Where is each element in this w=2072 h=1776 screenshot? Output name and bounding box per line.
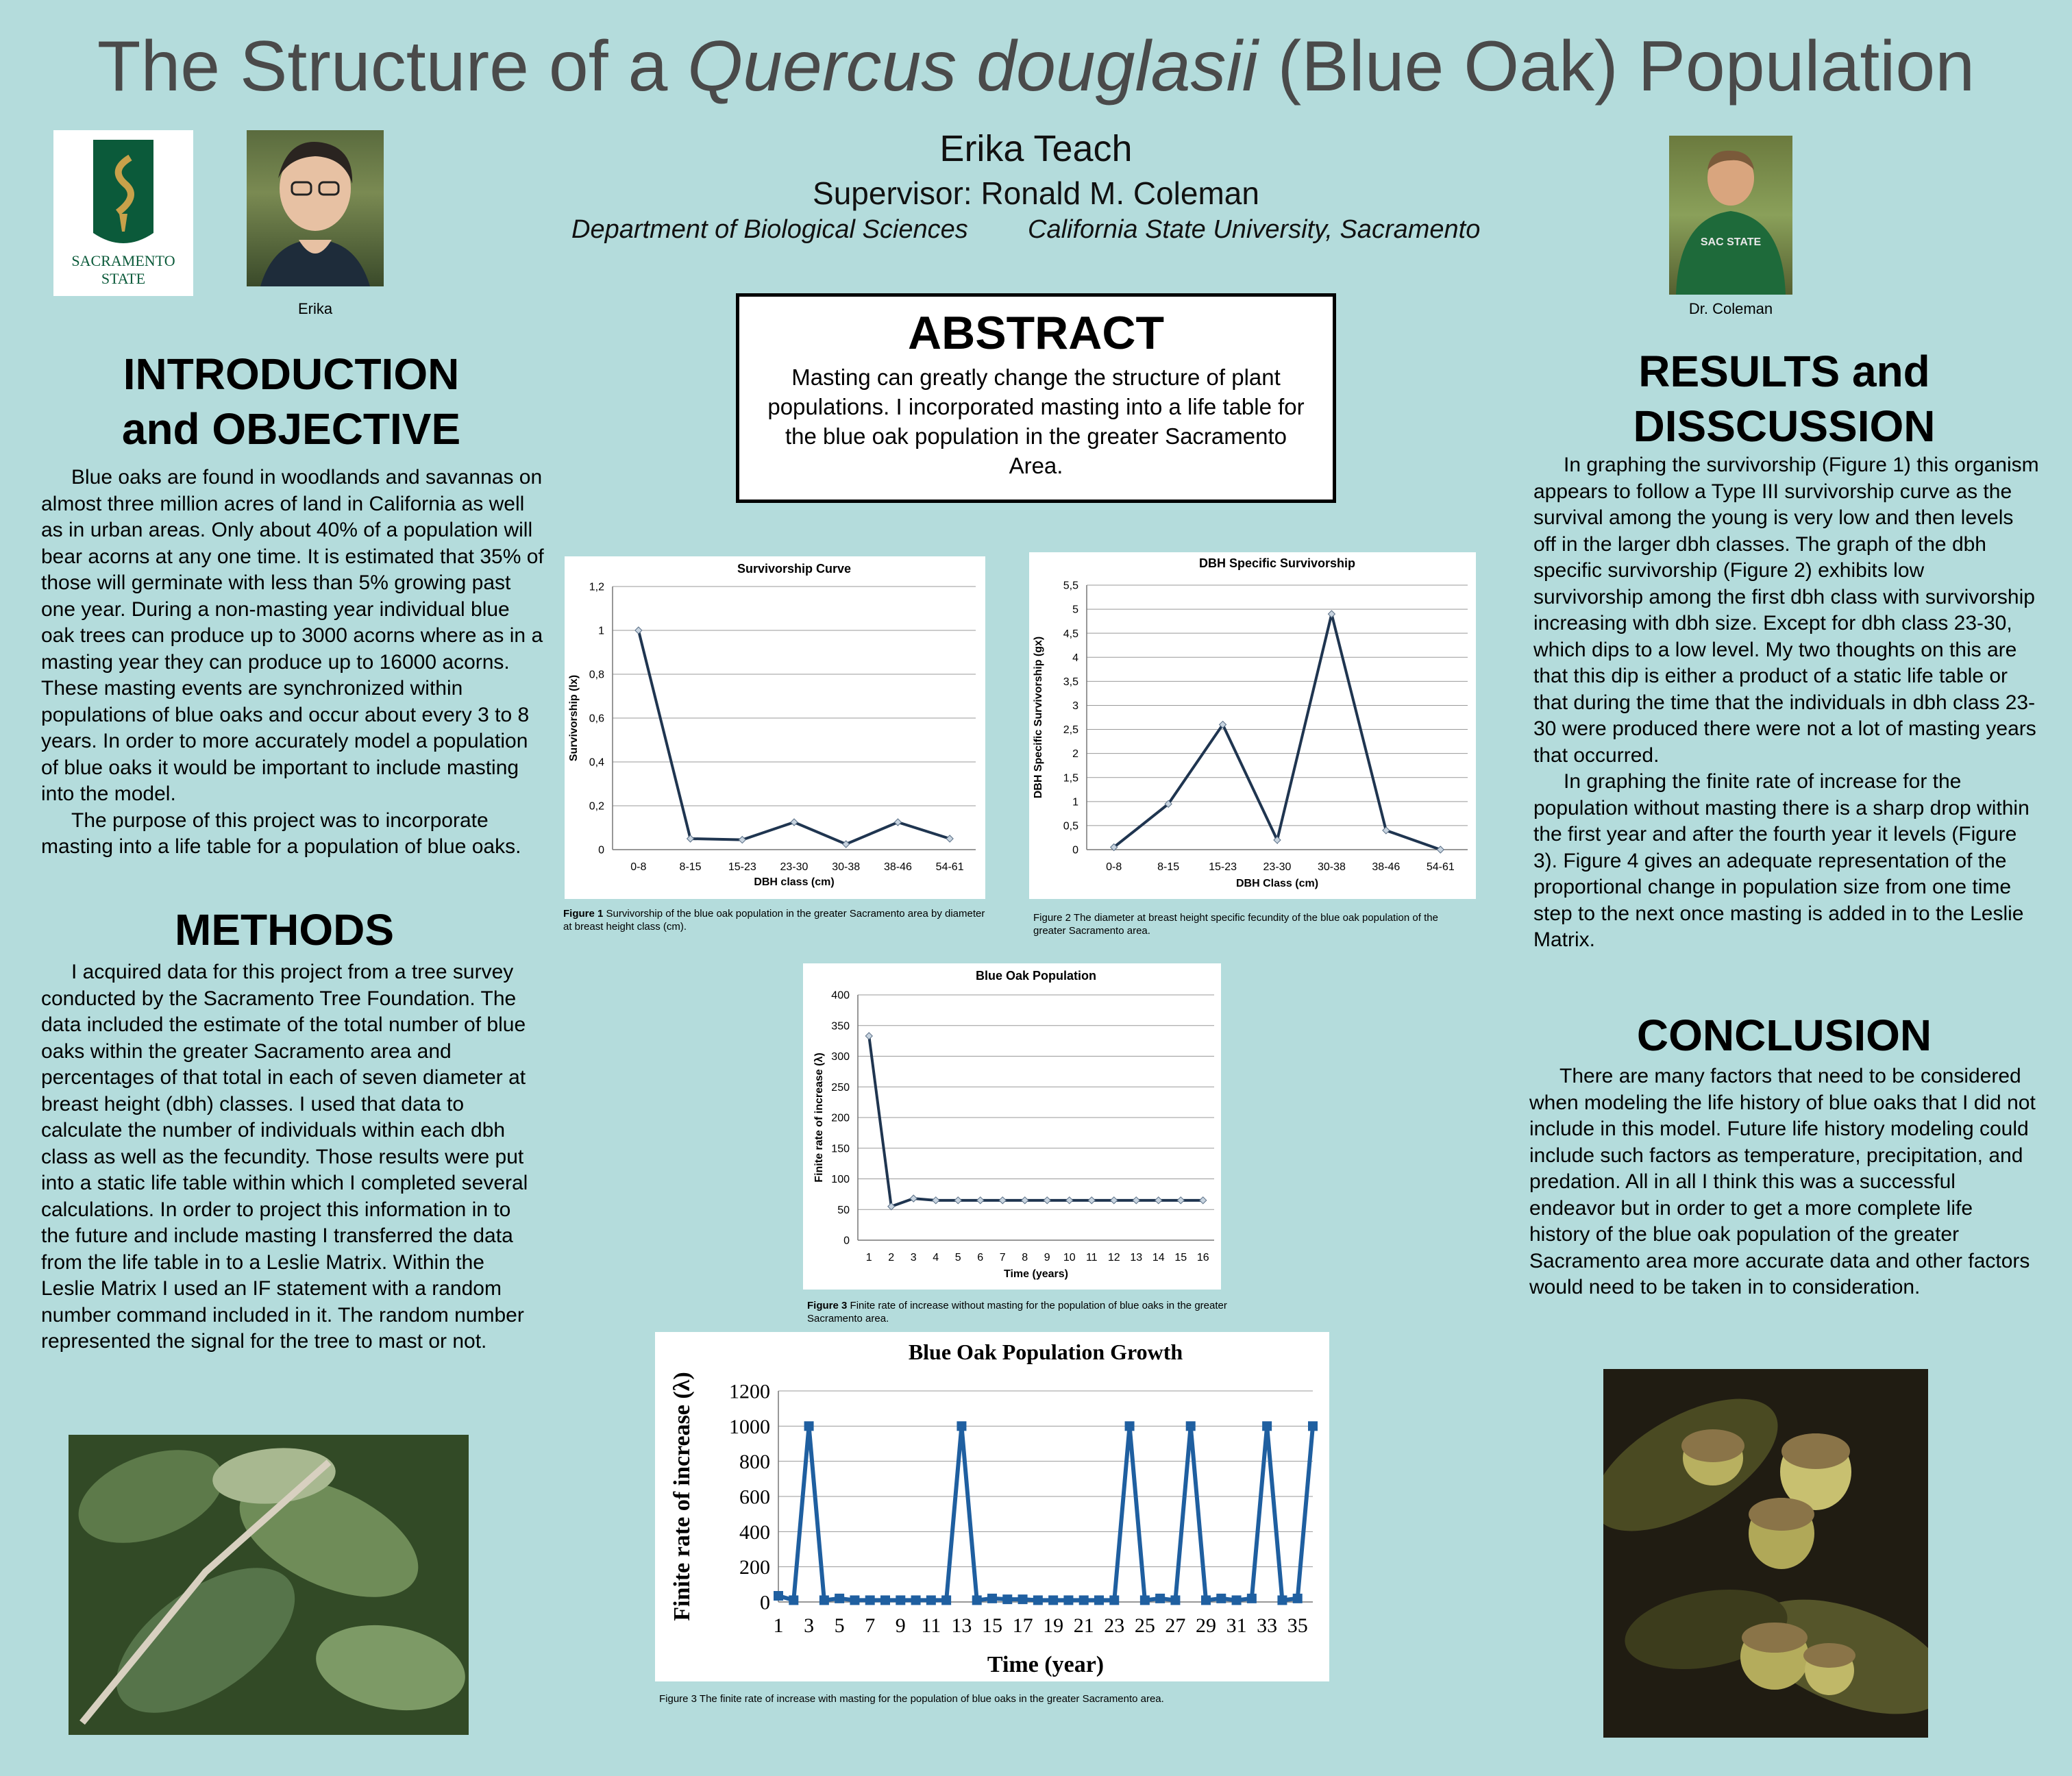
x-tick-label: 11 [1085,1252,1098,1263]
y-axis-label: Finite rate of increase (λ) [813,1052,825,1183]
data-point [1094,1595,1104,1605]
y-tick-label: 0 [843,1235,850,1247]
x-tick-label: 12 [1107,1252,1120,1263]
y-tick-label: 4,5 [1063,628,1078,640]
x-tick-label: 3 [910,1252,917,1263]
y-tick-label: 250 [831,1081,850,1094]
x-tick-label: 6 [977,1252,984,1263]
data-point [739,837,745,843]
x-tick-label: 0-8 [630,861,647,873]
y-tick-label: 0,8 [589,669,604,681]
introduction-paragraph-1: Blue oaks are found in woodlands and savannas on almost three million acres of land in California as well as in urban areas. Only about 40% of a population will bear acorns at any one time. It is estimated that 35% of those will germinate with less than 5% growing past one year. During a non-masting year individual blue oak trees can produce up to 3000 acorns where as in a masting year they can produce up to 16000 acorns. These masting events are synchronized within populations of blue oaks and occur about every 3 to 8 years. In order to more accurately model a population of blue oaks it would be important to include masting into the model. [41,466,544,805]
data-point [1066,1197,1073,1204]
chart-title: Survivorship Curve [737,562,852,576]
data-point [946,835,953,842]
y-tick-label: 5 [1072,604,1078,616]
methods-body [41,959,536,1355]
x-tick-label: 14 [1152,1252,1165,1263]
x-tick-label: 17 [1012,1614,1033,1637]
x-tick-label: 8-15 [679,861,702,873]
results-paragraph-1: In graphing the survivorship (Figure 1) this organism appears to follow a Type III survivorship curve as the survival among the young is very low and then levels off in the larger dbh classes. The graph of the dbh specific survivorship (Figure 2) exhibits low survivorship among the first dbh class with survivorship increasing with dbh size. Except for dbh class 23-30, which dips to a low level. My two thoughts on this are that this dip is either a product of a static life table or that during the time that the individuals in dbh class 23-30 were produced there were not a lot of masting years that occurred. [1533,454,2039,767]
series-line [639,630,950,844]
x-tick-label: 9 [895,1614,906,1637]
department: Department of Biological Sciences [571,215,968,244]
data-point [1277,1595,1287,1605]
x-tick-label: 31 [1226,1614,1247,1637]
oak-leaves-image [69,1435,469,1735]
data-point [954,1197,961,1204]
x-tick-label: 54-61 [935,861,964,873]
x-tick-label: 1 [865,1252,872,1263]
data-point [1044,1197,1050,1204]
conclusion-paragraph-1: There are many factors that need to be considered when modeling the life history of blue oaks that I did not include in this model. Future life history modeling could include such factors as temperature, precipitation, and predation. All in all I think this was a successful endeavor but in order to get a more complete life history of the blue oak population of the greater Sacramento area more accurate data and other factors would need to be taken in to consideration. [1529,1065,2036,1298]
data-point [972,1595,982,1605]
x-tick-label: 9 [1044,1252,1050,1263]
series-line [778,1426,1313,1600]
results-heading-line2: DISSCUSSION [1633,402,1936,451]
chart-survivorship-box [565,556,985,899]
abstract-text: Masting can greatly change the structure of plant populations. I incorporated masting into a life table for the blue oak population in the greater Sacramento Area. [767,365,1305,478]
acorns-image [1603,1369,1928,1738]
y-tick-label: 3,5 [1063,676,1078,688]
methods-heading: METHODS [175,905,394,954]
x-tick-label: 25 [1134,1614,1155,1637]
conclusion-body [1529,1063,2038,1301]
y-tick-label: 300 [831,1051,850,1063]
chart-population-growth [655,1332,1329,1681]
x-tick-label: 23 [1104,1614,1125,1637]
data-point [1111,1197,1118,1204]
x-tick-label: 11 [921,1614,941,1637]
data-point [888,1203,895,1210]
y-tick-label: 1,2 [589,581,604,593]
y-tick-label: 0 [1072,844,1078,856]
conclusion-heading: CONCLUSION [1636,1011,1932,1060]
y-tick-label: 0 [760,1591,770,1614]
x-axis-label: Time (year) [987,1652,1105,1677]
y-tick-label: 400 [739,1520,770,1544]
y-tick-label: 1200 [729,1380,770,1403]
x-tick-label: 13 [951,1614,972,1637]
x-axis-label: Time (years) [1004,1268,1068,1280]
data-point [1048,1595,1058,1605]
x-axis-label: DBH Class (cm) [1235,878,1319,889]
data-point [933,1197,939,1204]
coleman-caption: Dr. Coleman [1688,300,1773,317]
chart-population-growth-box [655,1332,1329,1681]
data-point [999,1197,1006,1204]
figure4-caption: Figure 3 The finite rate of increase with masting for the population of blue oaks in the greater Sacramento area. [659,1693,1164,1705]
y-tick-label: 350 [831,1020,850,1033]
acorns-photo [1603,1369,1928,1738]
data-point [1133,1197,1139,1204]
figure3-caption [807,1299,1246,1325]
series-line [869,1036,1203,1207]
svg-text:SAC STATE: SAC STATE [1700,236,1762,248]
results-paragraph-2: In graphing the finite rate of increase for the population without masting there is a sharp drop within the first year and after the fourth year it levels (Figure 3). Figure 4 gives an adequate representation of the proportional change in population size from one time step to the next once masting is added in to the Leslie Matrix. [1533,770,2030,951]
y-axis-label: Finite rate of increase (λ) [669,1372,695,1621]
abstract-box [736,293,1336,503]
data-point [789,1595,798,1605]
figure3-caption-text: Finite rate of increase without masting for the population of blue oaks in the greater Sacramento area. [807,1300,1227,1324]
data-point [1308,1421,1318,1431]
x-tick-label: 23-30 [780,861,809,873]
x-tick-label: 8-15 [1157,861,1180,873]
x-tick-label: 1 [773,1614,784,1637]
series-line [1114,614,1441,850]
data-point [896,1595,905,1605]
x-tick-label: 30-38 [832,861,861,873]
data-point [1155,1197,1162,1204]
data-point [804,1421,814,1431]
data-point [865,1033,872,1039]
chart-title: Blue Oak Population Growth [908,1340,1183,1364]
data-point [1293,1594,1303,1603]
data-point [1155,1594,1165,1603]
y-tick-label: 3 [1072,700,1078,713]
author-name: Erika Teach [939,128,1133,169]
x-axis-label: DBH class (cm) [754,876,835,888]
chart-blue-oak-population [803,963,1221,1290]
x-tick-label: 15-23 [728,861,756,873]
y-tick-label: 0,5 [1063,820,1078,832]
chart-title: DBH Specific Survivorship [1198,556,1356,570]
methods-paragraph-1: I acquired data for this project from a tree survey conducted by the Sacramento Tree Foundation. The data included the estimate of the total number of blue oaks within the greater Sacramento area and percentages of that total in each of seven diameter at breast height (dbh) classes. I used that data to calculate the number of individuals within each dbh class as well as the fecundity. Those results were put into a static life table within which I completed several calculations. In order to project this information in to the future and include masting I transferred the data from the life table in to a Leslie Matrix. Within the Leslie Matrix I used an IF statement with a random number command included in it. The random number represented the signal for the tree to mast or not. [41,961,528,1353]
x-tick-label: 0-8 [1106,861,1122,873]
x-tick-label: 38-46 [883,861,912,873]
x-tick-label: 15 [982,1614,1002,1637]
y-tick-label: 100 [831,1174,850,1186]
results-body [1533,452,2039,954]
y-tick-label: 150 [831,1143,850,1155]
supervisor: Supervisor: Ronald M. Coleman [813,175,1259,211]
data-point [1186,1421,1196,1431]
data-point [1177,1197,1184,1204]
introduction-body [41,465,548,861]
chart-title: Blue Oak Population [975,969,1097,983]
y-tick-label: 1 [598,625,604,637]
data-point [1232,1595,1242,1605]
y-tick-label: 600 [739,1485,770,1509]
abstract-heading: ABSTRACT [908,307,1164,359]
x-tick-label: 30-38 [1317,861,1346,873]
chart-dbh-survivorship-box [1029,552,1476,899]
data-point [911,1595,921,1605]
data-point [1022,1197,1028,1204]
erika-photo [247,130,384,286]
poster-title: The Structure of a Quercus douglasii (Blue Oak) Population [97,27,1975,106]
y-tick-label: 200 [739,1556,770,1579]
y-tick-label: 50 [837,1204,850,1216]
y-tick-label: 400 [831,989,850,1002]
data-point [1247,1594,1257,1603]
y-tick-label: 200 [831,1112,850,1124]
x-tick-label: 15 [1174,1252,1187,1263]
y-tick-label: 4 [1072,652,1078,664]
x-tick-label: 54-61 [1426,861,1455,873]
data-point [865,1595,875,1605]
x-tick-label: 16 [1196,1252,1209,1263]
results-heading-line1: RESULTS and [1638,347,1930,396]
y-axis-label: DBH Specific Survivorship (gx) [1033,636,1044,799]
data-point [926,1595,936,1605]
x-tick-label: 5 [954,1252,961,1263]
oak-leaves-photo [69,1435,469,1735]
y-tick-label: 0 [598,844,604,856]
chart-blue-oak-population-box [803,963,1221,1290]
data-point [987,1594,997,1603]
introduction-paragraph-2: The purpose of this project was to incorporate masting into a life table for a population of blue oaks. [41,809,521,858]
data-point [1125,1421,1135,1431]
data-point [1018,1594,1028,1604]
y-tick-label: 2 [1072,748,1078,761]
logo-graphic [53,130,193,296]
data-point [1262,1421,1272,1431]
x-tick-label: 2 [888,1252,895,1263]
data-point [774,1591,783,1601]
y-axis-label: Survivorship (lx) [568,674,580,762]
data-point [1088,1197,1095,1204]
introduction-heading [41,347,541,456]
y-tick-label: 2,5 [1063,724,1078,737]
y-tick-label: 1,5 [1063,772,1078,785]
data-point [880,1595,890,1605]
data-point [635,627,642,634]
x-tick-label: 29 [1196,1614,1216,1637]
data-point [977,1197,984,1204]
y-tick-label: 1 [1072,796,1078,809]
x-tick-label: 23-30 [1263,861,1292,873]
x-tick-label: 27 [1165,1614,1186,1637]
data-point [1033,1595,1043,1605]
portrait-man-image [1669,136,1792,295]
x-tick-label: 33 [1257,1614,1278,1637]
logo-line1: SACRAMENTO [71,252,175,269]
x-tick-label: 35 [1287,1614,1308,1637]
logo-line2: STATE [101,270,146,287]
chart-survivorship [565,556,985,899]
data-point [957,1421,966,1431]
coleman-photo [1669,136,1792,295]
data-point [1200,1197,1207,1204]
x-tick-label: 21 [1073,1614,1094,1637]
data-point [1002,1594,1012,1604]
figure2-caption: Figure 2 The diameter at breast height specific fecundity of the blue oak population of the greater Sacramento area. [1033,912,1438,937]
x-tick-label: 5 [834,1614,845,1637]
x-tick-label: 13 [1130,1252,1143,1263]
x-tick-label: 19 [1043,1614,1064,1637]
y-tick-label: 0,6 [589,713,604,725]
y-tick-label: 0,2 [589,800,604,813]
data-point [1109,1595,1119,1605]
data-point [910,1195,917,1202]
chart-dbh-survivorship [1029,552,1476,899]
x-tick-label: 8 [1022,1252,1028,1263]
data-point [1063,1595,1073,1605]
figure1-caption [563,907,988,933]
data-point [1201,1595,1211,1605]
x-tick-label: 4 [933,1252,939,1263]
data-point [1216,1594,1226,1603]
data-point [1140,1595,1150,1605]
figure1-caption-text: Survivorship of the blue oak population in the greater Sacramento area by diameter at breast height class (cm). [563,908,985,933]
x-tick-label: 15-23 [1209,861,1237,873]
y-tick-label: 5,5 [1063,580,1078,592]
x-tick-label: 3 [804,1614,815,1637]
data-point [850,1595,859,1605]
x-tick-label: 7 [999,1252,1006,1263]
x-tick-label: 7 [865,1614,876,1637]
data-point [1079,1595,1089,1605]
data-point [819,1595,829,1605]
figure1-caption-label: Figure 1 [563,908,604,920]
results-heading [1532,344,2036,454]
data-point [1383,827,1390,834]
figure3-caption-label: Figure 3 [807,1300,848,1311]
x-tick-label: 10 [1063,1252,1076,1263]
university: California State University, Sacramento [1028,215,1481,244]
data-point [941,1595,951,1605]
erika-caption: Erika [297,300,333,317]
data-point [687,835,694,842]
data-point [1328,610,1335,617]
university-logo [53,130,193,296]
portrait-woman-image [247,130,384,286]
data-point [1170,1595,1180,1605]
y-tick-label: 0,4 [589,756,604,769]
data-point [835,1594,844,1603]
introduction-heading-line1: INTRODUCTION [123,349,460,399]
y-tick-label: 800 [739,1451,770,1474]
x-tick-label: 38-46 [1372,861,1401,873]
introduction-heading-line2: and OBJECTIVE [121,404,461,454]
y-tick-label: 1000 [729,1415,770,1438]
data-point [1437,846,1444,853]
